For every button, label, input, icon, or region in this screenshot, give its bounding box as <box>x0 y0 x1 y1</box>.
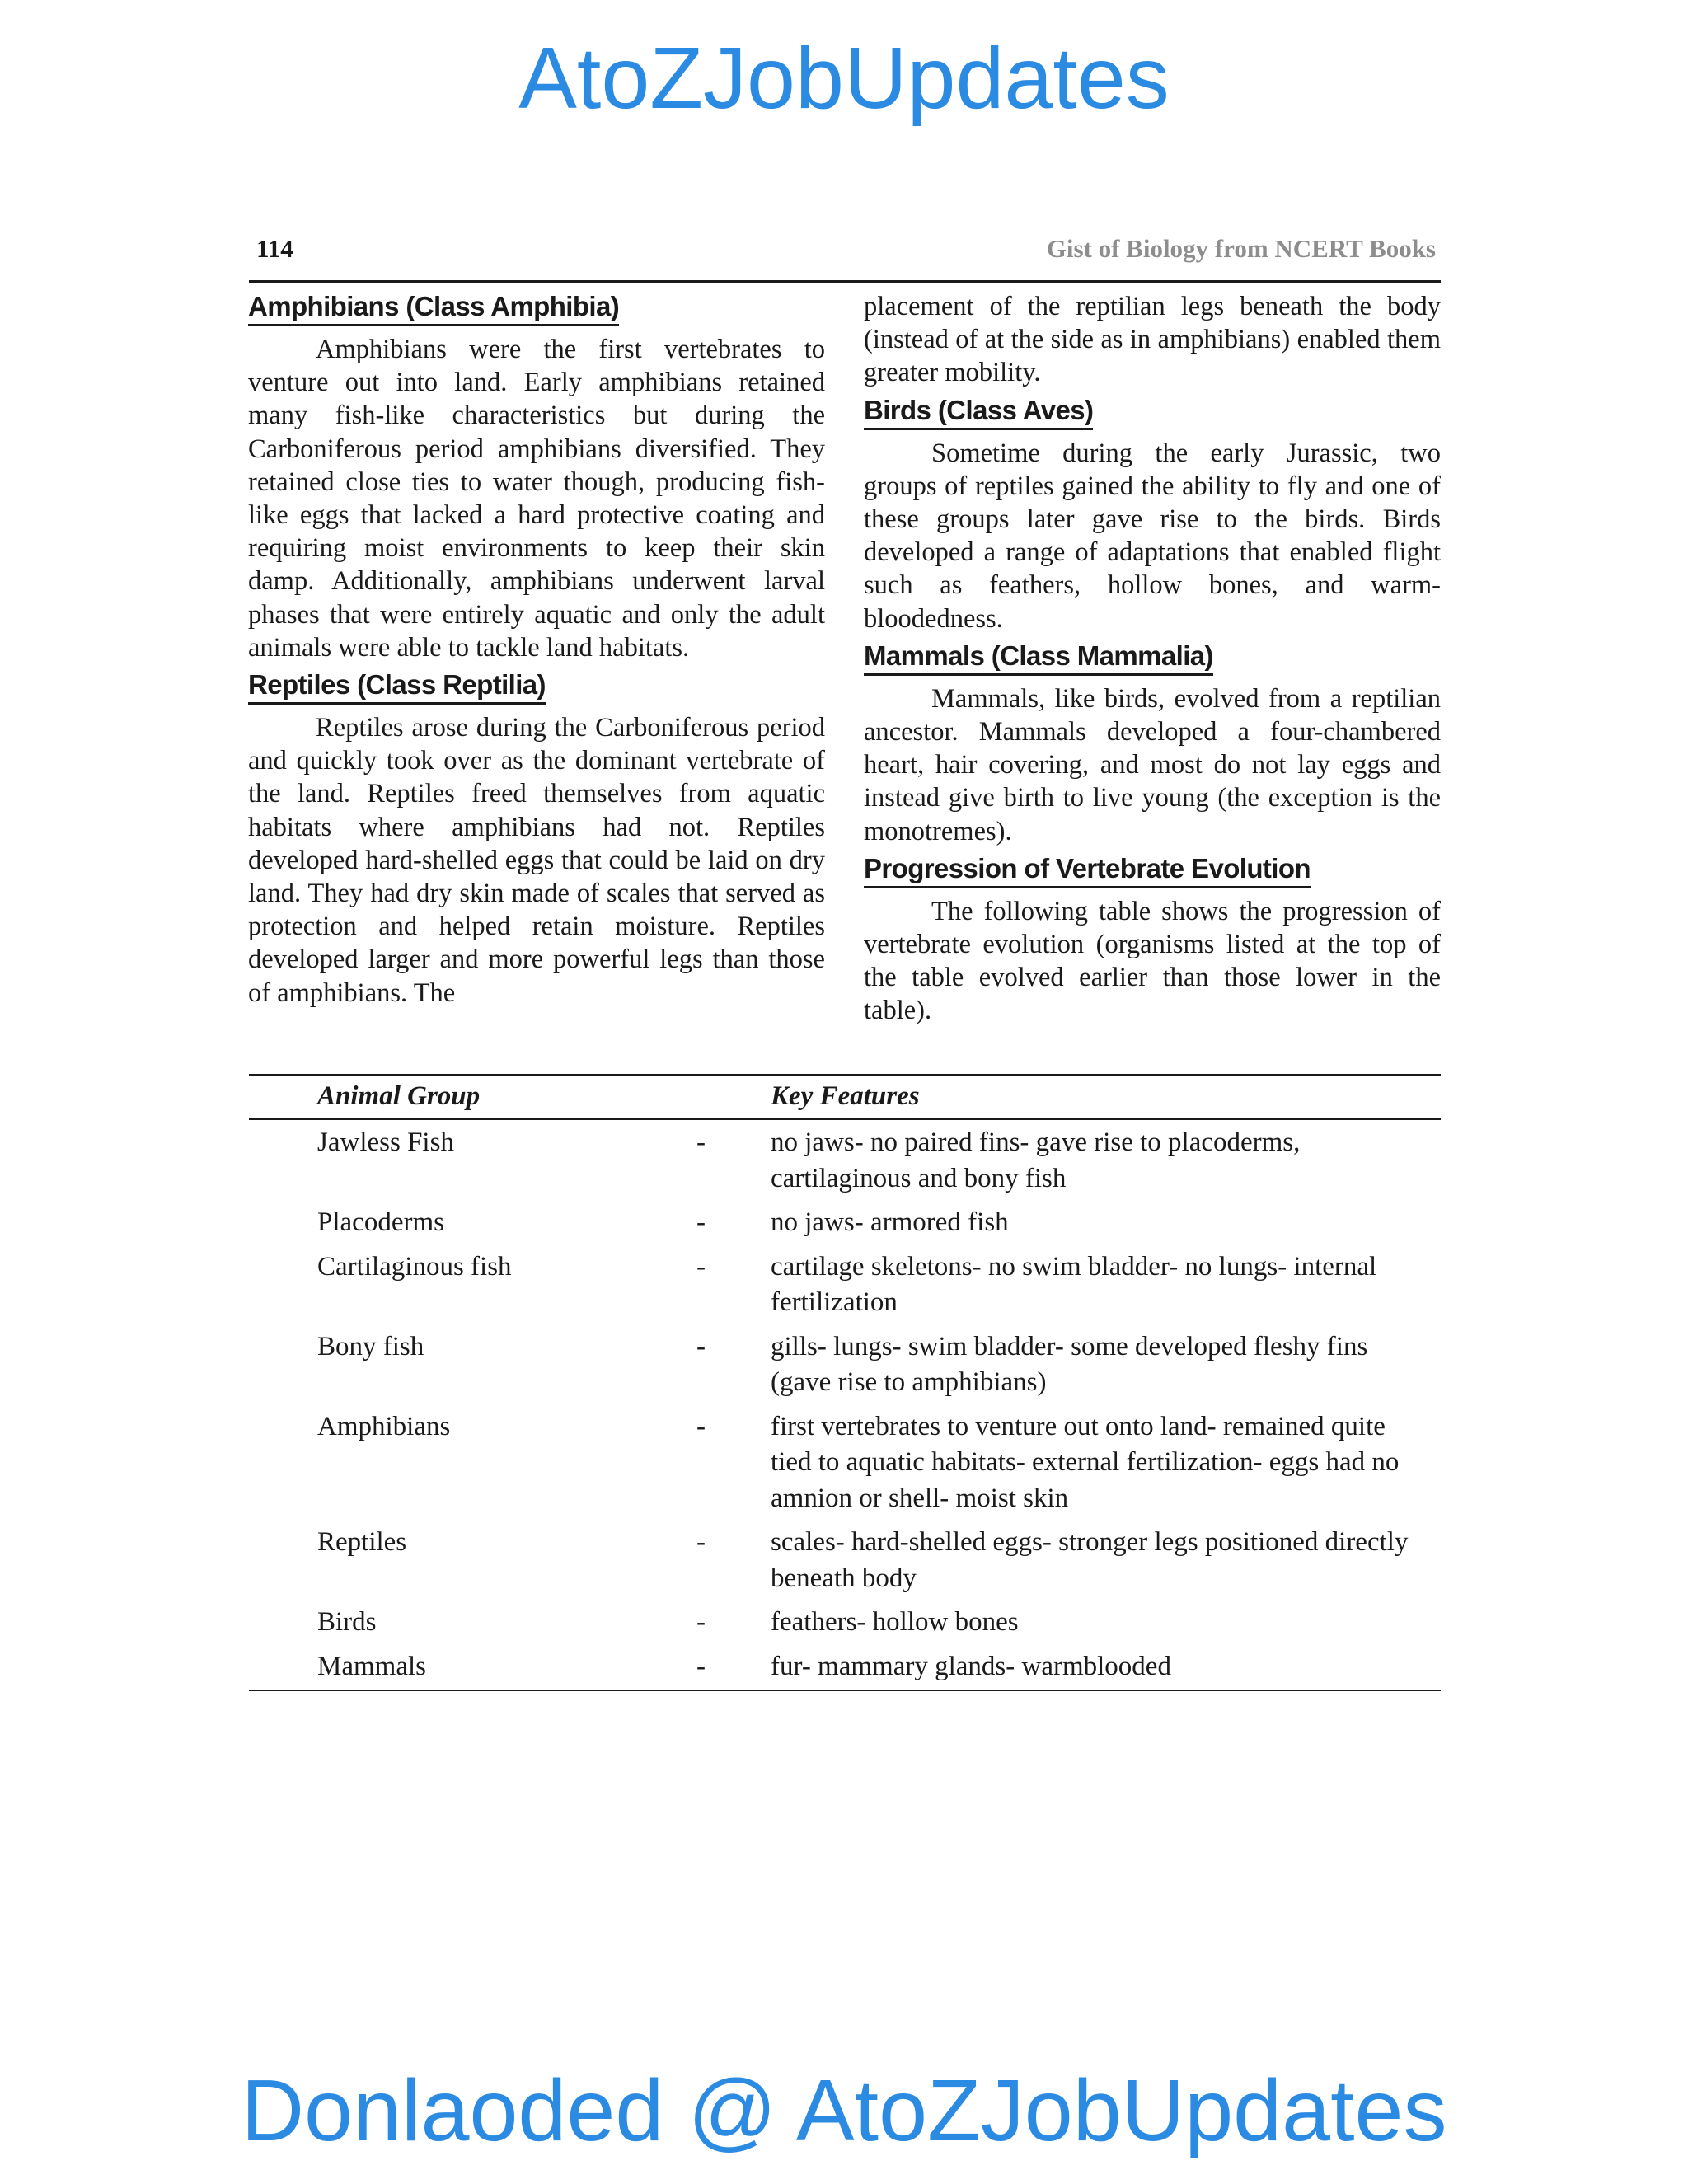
table-row <box>249 1605 1441 1641</box>
header-animal-group: Animal Group <box>317 1081 481 1111</box>
key-features-cell: gills- lungs- swim bladder- some developed fleshy fins (gave rise to amphibians) <box>771 1331 1368 1397</box>
amphibians-paragraph: Amphibians were the first vertebrates to venture out into land. Early amphibians retained many fish-like characteristics but during the Carboniferous period amphibians diversified. They retained close ties to water though, producing fish-like eggs that lacked a hard protective coating and requiring moist environments to keep their skin damp. Additionally, amphibians underwent larval phases that were entirely aquatic and only the adult animals were able to tackle land habitats. <box>248 335 825 663</box>
animal-group-cell: Cartilaginous fish <box>317 1251 512 1282</box>
animal-group-cell: Jawless Fish <box>317 1127 454 1157</box>
mammals-paragraph: Mammals, like birds, evolved from a reptilian ancestor. Mammals developed a four-chambered heart, hair covering, and most do not lay eggs and instead give birth to live young (the exception is the monotremes). <box>864 683 1441 846</box>
dash-separator: - <box>696 1251 706 1282</box>
table-row <box>249 1649 1441 1685</box>
vertebrate-evolution-table <box>249 1074 1441 1691</box>
animal-group-cell: Mammals <box>317 1651 426 1681</box>
reptiles-heading: Reptiles (Class Reptilia) <box>248 668 546 705</box>
dash-separator: - <box>696 1207 706 1237</box>
amphibians-heading: Amphibians (Class Amphibia) <box>248 290 619 326</box>
progression-heading: Progression of Vertebrate Evolution <box>864 852 1311 888</box>
key-features-cell: no jaws- armored fish <box>771 1207 1009 1237</box>
animal-group-cell: Birds <box>317 1607 377 1637</box>
key-features-cell: cartilage skeletons- no swim bladder- no lungs- internal fertilization <box>771 1251 1377 1317</box>
animal-group-cell: Reptiles <box>317 1527 407 1557</box>
key-features-cell: feathers- hollow bones <box>771 1607 1019 1637</box>
progression-paragraph: The following table shows the progression of vertebrate evolution (organisms listed at the top of the table evolved earlier than those lower in the table). <box>864 896 1441 1026</box>
birds-heading: Birds (Class Aves) <box>864 394 1093 430</box>
reptiles-paragraph-continued: placement of the reptilian legs beneath the body (instead of at the side as in amphibians) enabled them greater mobility. <box>864 292 1441 388</box>
table-row <box>249 1329 1441 1401</box>
dash-separator: - <box>696 1411 706 1441</box>
right-column <box>864 290 1441 1028</box>
animal-group-cell: Amphibians <box>317 1411 451 1441</box>
watermark-top: AtoZJobUpdates <box>518 30 1170 127</box>
running-title: Gist of Biology from NCERT Books <box>1046 234 1436 263</box>
birds-paragraph: Sometime during the early Jurassic, two groups of reptiles gained the ability to fly and one of these groups later gave rise to the birds. Birds developed a range of adaptations that enabled flight such as feathers, hollow bones, and warm-bloodedness. <box>864 438 1441 634</box>
mammals-heading: Mammals (Class Mammalia) <box>864 640 1213 676</box>
dash-separator: - <box>696 1607 706 1637</box>
watermark-bottom: Donlaoded @ AtoZJobUpdates <box>241 2062 1447 2159</box>
key-features-cell: fur- mammary glands- warmblooded <box>771 1651 1171 1681</box>
reptiles-paragraph: Reptiles arose during the Carboniferous period and quickly took over as the dominant vertebrate of the land. Reptiles freed themselves from aquatic habitats where amphibians had not. Reptiles developed hard-shelled eggs that could be laid on dry land. They had dry skin made of scales that served as protection and helped retain moisture. Reptiles developed larger and more powerful legs than those of amphibians. The <box>248 713 825 1008</box>
table-row <box>249 1409 1441 1517</box>
dash-separator: - <box>696 1331 706 1361</box>
dash-separator: - <box>696 1127 706 1157</box>
table-body <box>249 1120 1441 1690</box>
animal-group-cell: Bony fish <box>317 1331 424 1361</box>
header-key-features: Key Features <box>771 1081 920 1111</box>
key-features-cell: first vertebrates to venture out onto land- remained quite tied to aquatic habitats- external fertilization- eggs had no amnion or shell- moist skin <box>771 1411 1400 1513</box>
key-features-cell: scales- hard-shelled eggs- stronger legs positioned directly beneath body <box>771 1527 1409 1593</box>
table-row <box>249 1249 1441 1321</box>
left-column <box>248 290 825 1010</box>
page-header <box>249 231 1441 283</box>
table-row <box>249 1525 1441 1596</box>
dash-separator: - <box>696 1527 706 1557</box>
animal-group-cell: Placoderms <box>317 1207 444 1237</box>
dash-separator: - <box>696 1651 706 1681</box>
table-row <box>249 1125 1441 1197</box>
key-features-cell: no jaws- no paired fins- gave rise to placoderms, cartilaginous and bony fish <box>771 1127 1301 1193</box>
table-header-row <box>249 1076 1441 1120</box>
table-row <box>249 1205 1441 1241</box>
page-number: 114 <box>256 234 293 263</box>
